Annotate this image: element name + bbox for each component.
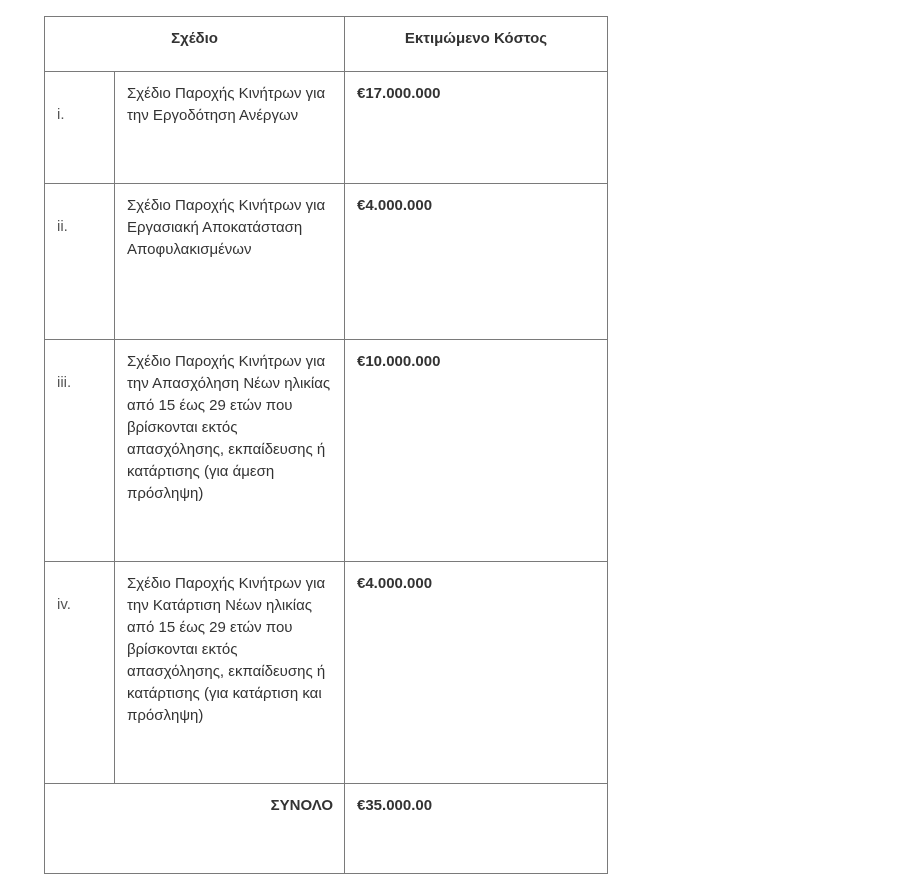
table-header-row [45,17,608,72]
table-row [45,72,608,184]
row-number: i. [45,72,115,184]
row-description: Σχέδιο Παροχής Κινήτρων για την Απασχόληση Νέων ηλικίας από 15 έως 29 ετών που βρίσκονται εκτός απασχόλησης, εκπαίδευσης ή κατάρτισης (για άμεση πρόσληψη) [115,340,345,562]
cost-table [44,16,608,874]
row-description: Σχέδιο Παροχής Κινήτρων για την Κατάρτιση Νέων ηλικίας από 15 έως 29 ετών που βρίσκονται εκτός απασχόλησης, εκπαίδευσης ή κατάρτισης (για κατάρτιση και πρόσληψη) [115,562,345,784]
row-cost: €17.000.000 [345,72,608,184]
row-number: iv. [45,562,115,784]
table-row [45,340,608,562]
header-plan: Σχέδιο [45,17,345,72]
row-cost: €10.000.000 [345,340,608,562]
table-row [45,184,608,340]
table-row [45,562,608,784]
row-cost: €4.000.000 [345,184,608,340]
table-total-row [45,784,608,874]
row-number: ii. [45,184,115,340]
header-estimated-cost: Εκτιμώμενο Κόστος [345,17,608,72]
row-number: iii. [45,340,115,562]
total-label: ΣΥΝΟΛΟ [45,784,345,874]
row-cost: €4.000.000 [345,562,608,784]
row-description: Σχέδιο Παροχής Κινήτρων για Εργασιακή Αποκατάσταση Αποφυλακισμένων [115,184,345,340]
row-description: Σχέδιο Παροχής Κινήτρων για την Εργοδότηση Ανέργων [115,72,345,184]
total-value: €35.000.00 [345,784,608,874]
